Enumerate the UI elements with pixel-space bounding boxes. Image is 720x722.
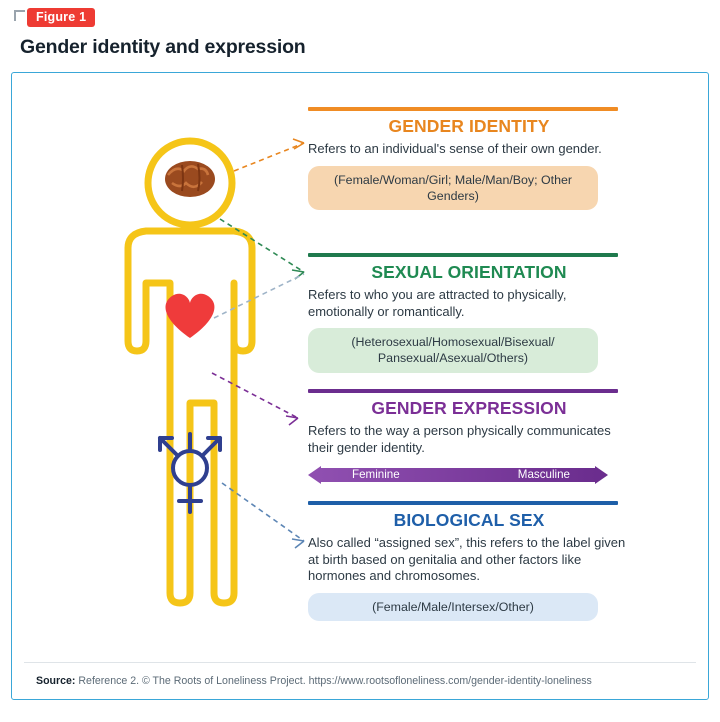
section-body: Refers to the way a person physically communicates their gender identity. xyxy=(308,423,611,455)
spectrum-label-feminine: Feminine xyxy=(352,468,400,482)
section-pill: (Female/Woman/Girl; Male/Man/Boy; Other Genders) xyxy=(308,166,598,210)
source-text: Reference 2. © The Roots of Loneliness Project. https://www.rootsofloneliness.com/gender-identity-loneliness xyxy=(78,675,592,687)
section-body: Refers to an individual's sense of their own gender. xyxy=(308,141,602,156)
section-rule xyxy=(308,501,618,505)
spectrum-arrow-right-icon xyxy=(595,466,608,484)
figure-body xyxy=(12,73,708,661)
brain-icon xyxy=(165,161,215,197)
section-rule xyxy=(308,389,618,393)
section-biological-sex xyxy=(308,501,630,621)
section-body: Also called “assigned sex”, this refers to the label given at birth based on genitalia and other factors like hormones and chromosomes. xyxy=(308,535,626,584)
figure-frame xyxy=(11,72,709,700)
connector-gender-identity xyxy=(234,139,304,171)
section-gender-identity xyxy=(308,107,630,210)
spectrum-label-masculine: Masculine xyxy=(517,468,570,482)
human-figure xyxy=(128,231,252,603)
section-heading: SEXUAL ORIENTATION xyxy=(371,262,567,282)
source-line xyxy=(36,675,592,687)
section-sexual-orientation xyxy=(308,253,630,373)
source-divider xyxy=(24,662,696,663)
section-rule xyxy=(308,253,618,257)
section-body: Refers to who you are attracted to physically, emotionally or romantically. xyxy=(308,287,567,319)
figure-badge: Figure 1 xyxy=(27,8,95,27)
expression-spectrum xyxy=(308,466,608,484)
section-heading: BIOLOGICAL SEX xyxy=(393,510,545,530)
section-rule xyxy=(308,107,618,111)
connector-heart-line xyxy=(214,274,304,318)
page-title: Gender identity and expression xyxy=(20,36,306,58)
figure-badge-container xyxy=(14,8,95,27)
corner-mark-icon xyxy=(14,10,25,21)
section-heading: GENDER IDENTITY xyxy=(388,116,550,136)
section-gender-expression xyxy=(308,389,630,484)
section-heading: GENDER EXPRESSION xyxy=(371,398,567,418)
connector-gender-expression xyxy=(212,373,298,425)
section-pill: (Heterosexual/Homosexual/Bisexual/ Pansexual/Asexual/Others) xyxy=(308,328,598,372)
source-prefix: Source: xyxy=(36,675,76,687)
section-pill: (Female/Male/Intersex/Other) xyxy=(308,593,598,621)
